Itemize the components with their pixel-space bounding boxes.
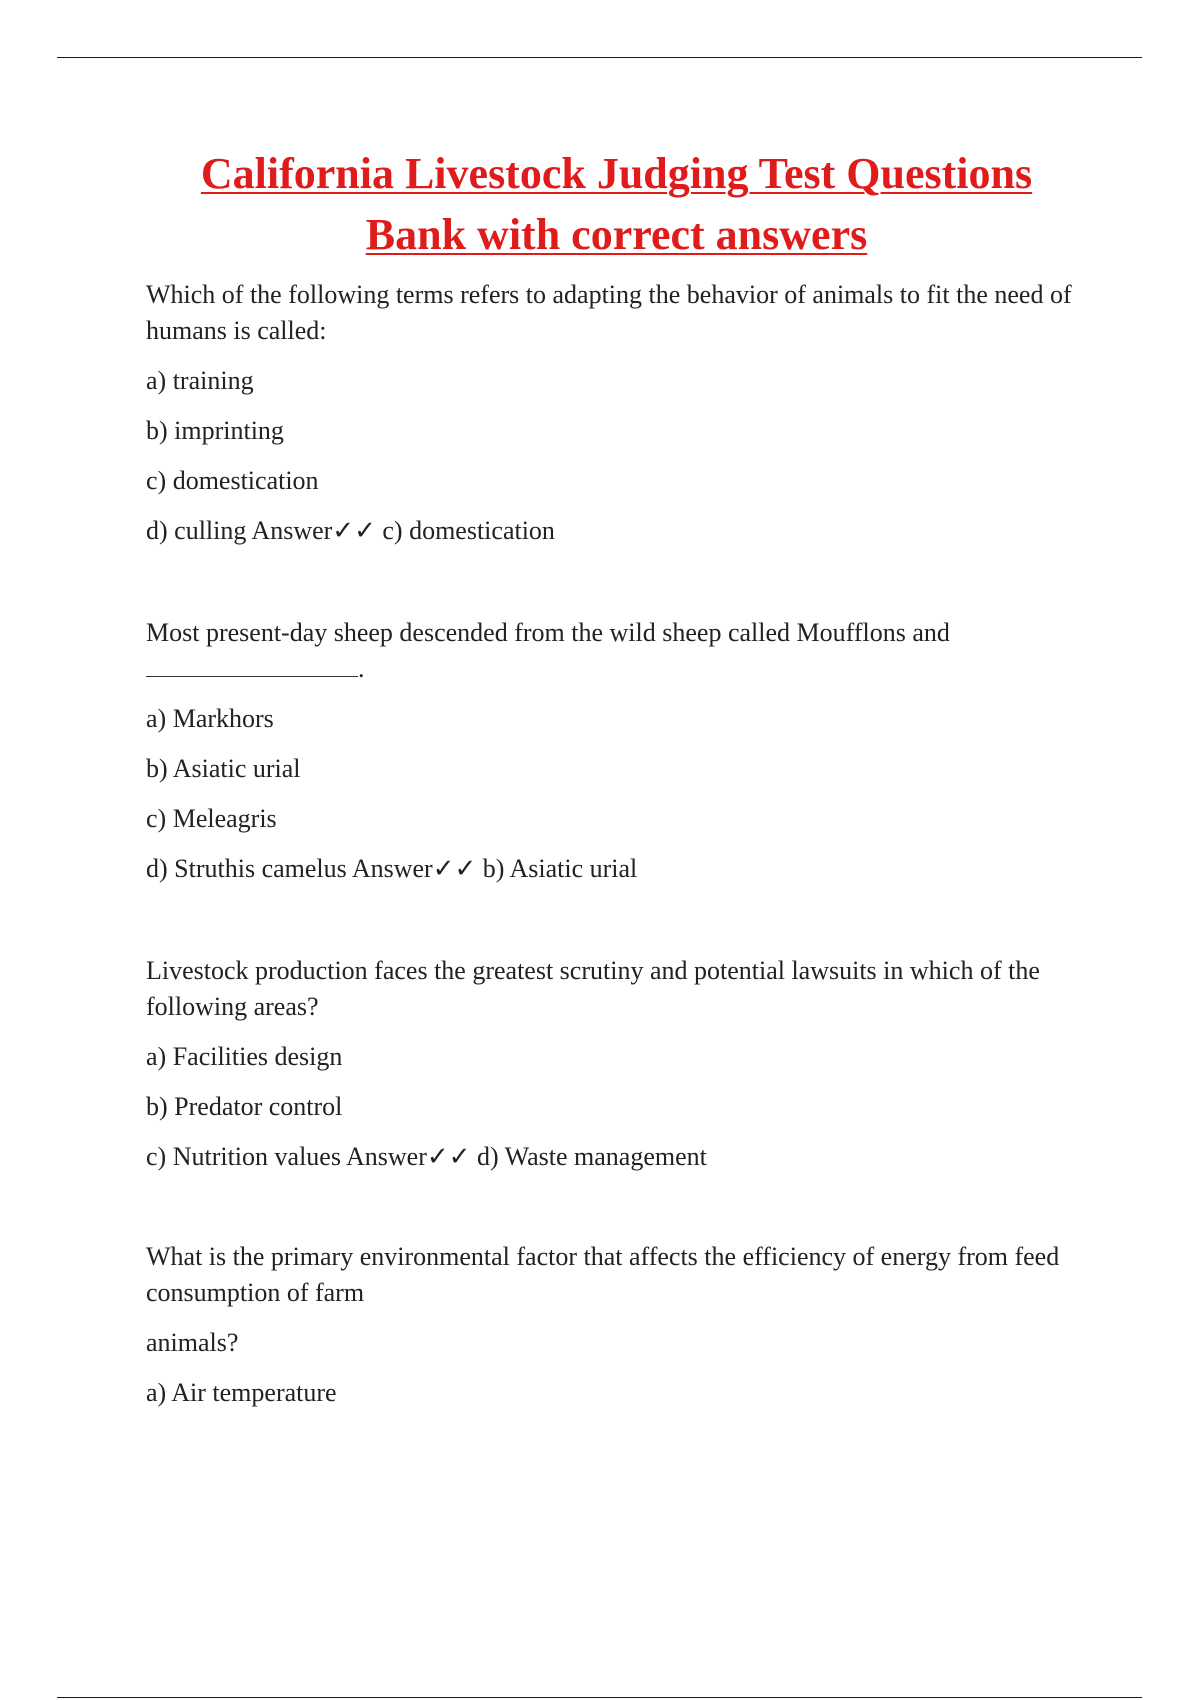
option-b: b) imprinting bbox=[146, 416, 284, 445]
question-text: What is the primary environmental factor that affects the efficiency of energy from feed consumption of farm bbox=[146, 1242, 1060, 1307]
question-4 bbox=[146, 1239, 1096, 1411]
question-text-main: Most present-day sheep descended from the wild sheep called Moufflons and bbox=[146, 618, 950, 647]
blank-suffix: . bbox=[358, 654, 365, 683]
top-rule bbox=[57, 57, 1142, 58]
option-c-with-answer: c) Nutrition values Answer✓✓ d) Waste management bbox=[146, 1142, 707, 1171]
question-text bbox=[146, 615, 1096, 687]
question-3 bbox=[146, 953, 1096, 1175]
question-text: Which of the following terms refers to adapting the behavior of animals to fit the need of humans is called: bbox=[146, 280, 1072, 345]
title-line-2: Bank with correct answers bbox=[365, 210, 868, 259]
question-1 bbox=[146, 277, 1096, 549]
option-d-with-answer: d) Struthis camelus Answer✓✓ b) Asiatic urial bbox=[146, 854, 638, 883]
option-a: a) Facilities design bbox=[146, 1042, 343, 1071]
fill-in-blank bbox=[146, 654, 358, 677]
option-a: a) Markhors bbox=[146, 704, 274, 733]
question-text-continued: animals? bbox=[146, 1328, 239, 1357]
option-c: c) domestication bbox=[146, 466, 319, 495]
option-a: a) Air temperature bbox=[146, 1378, 337, 1407]
page-title bbox=[120, 143, 1113, 265]
option-d-with-answer: d) culling Answer✓✓ c) domestication bbox=[146, 516, 555, 545]
option-b: b) Asiatic urial bbox=[146, 754, 301, 783]
option-b: b) Predator control bbox=[146, 1092, 343, 1121]
spacer bbox=[146, 1189, 1096, 1239]
title-line-1: California Livestock Judging Test Questions bbox=[200, 149, 1033, 198]
question-2 bbox=[146, 615, 1096, 887]
question-text: Livestock production faces the greatest scrutiny and potential lawsuits in which of the following areas? bbox=[146, 956, 1040, 1021]
question-list bbox=[146, 277, 1096, 1425]
option-c: c) Meleagris bbox=[146, 804, 277, 833]
option-a: a) training bbox=[146, 366, 254, 395]
spacer bbox=[146, 563, 1096, 615]
spacer bbox=[146, 901, 1096, 953]
bottom-rule bbox=[57, 1697, 1142, 1698]
